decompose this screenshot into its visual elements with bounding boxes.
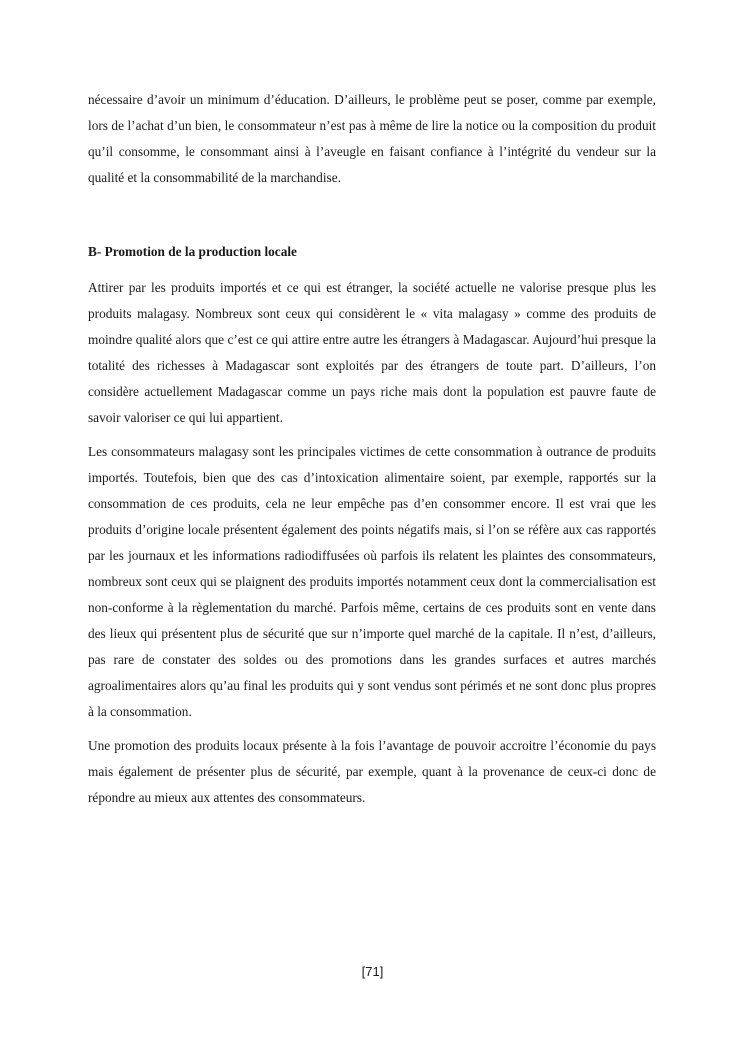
continued-paragraph: nécessaire d’avoir un minimum d’éducation. D’ailleurs, le problème peut se poser, comme par exemple, lors de l’achat d’un bien, le consommateur n’est pas à même de lire la notice ou la composition du produit qu’il consomme, le consommant ainsi à l’aveugle en faisant confiance à l’intégrité du vendeur sur la qualité et la consommabilité de la marchandise. [88,92,656,185]
page-number: [71] [361,964,384,979]
section-heading: B- Promotion de la production locale [88,244,297,259]
body-paragraph-1: Attirer par les produits importés et ce qui est étranger, la société actuelle ne valorise presque plus les produits malagasy. Nombreux sont ceux qui considèrent le « vita malagasy » comme des produits de moindre qualité alors que c’est ce qui attire entre autre les étrangers à Madagascar. Aujourd’hui presque la totalité des richesses à Madagascar sont exploités par des étrangers de toute part. D’ailleurs, l’on considère actuellement Madagascar comme un pays riche mais dont la population est pauvre faute de savoir valoriser ce qui lui appartient. [88,280,656,425]
document-page [88,87,656,819]
body-paragraph-3: Une promotion des produits locaux présente à la fois l’avantage de pouvoir accroitre l’économie du pays mais également de présenter plus de sécurité, par exemple, quant à la provenance de ceux-ci donc de répondre au mieux aux attentes des consommateurs. [88,738,656,805]
body-paragraph-2: Les consommateurs malagasy sont les principales victimes de cette consommation à outrance de produits importés. Toutefois, bien que des cas d’intoxication alimentaire soient, par exemple, rapportés sur la consommation de ces produits, cela ne leur empêche pas d’en consommer encore. Il est vrai que les produits d’origine locale présentent également des points négatifs mais, si l’on se réfère aux cas rapportés par les journaux et les informations radiodiffusées où parfois ils relatent les plaintes des consommateurs, nombreux sont ceux qui se plaignent des produits importés notamment ceux dont la commercialisation est non-conforme à la règlementation du marché. Parfois même, certains de ces produits sont en vente dans des lieux qui présentent plus de sécurité que sur n’importe quel marché de la capitale. Il n’est, d’ailleurs, pas rare de constater des soldes ou des promotions dans les grandes surfaces et autres marchés agroalimentaires alors qu’au final les produits qui y sont vendus sont périmés et ne sont donc plus propres à la consommation. [88,444,656,719]
